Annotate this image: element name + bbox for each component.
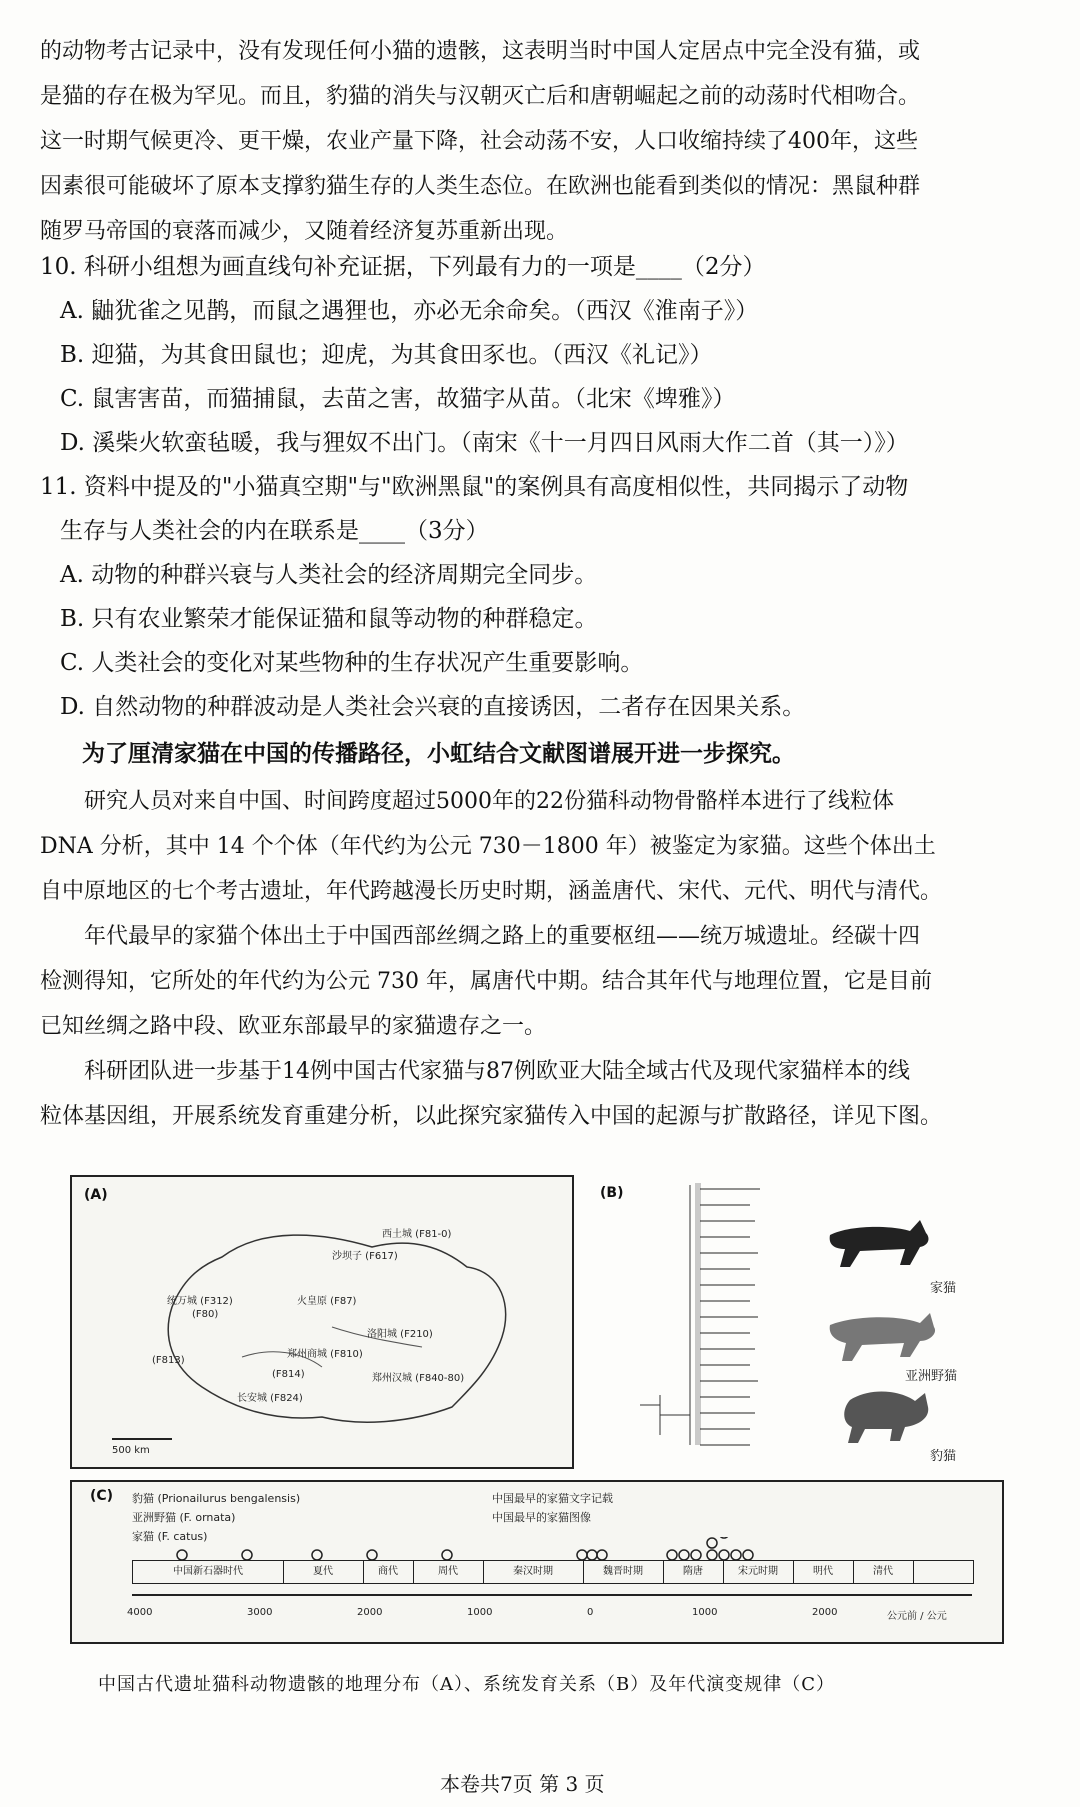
axis-end-label: 公元前 / 公元 [887,1611,947,1622]
figure [70,1175,1020,1645]
research-paragraph-2 [40,915,1040,1050]
panel-b-tree [600,1165,1020,1465]
tree-label-asian-wildcat: 亚洲野猫 [905,1369,958,1384]
research-paragraph-3 [40,1050,1040,1140]
era-cell: 夏代 [283,1561,364,1583]
map-site-label: (F813) [152,1355,185,1366]
era-cell: 商代 [363,1561,414,1583]
question-11-option-b: B. 只有农业繁荣才能保证猫和鼠等动物的种群稳定。 [60,606,598,632]
map-site-label: 西土城 (F81-0) [382,1229,452,1240]
map-site-label: 沙坝子 (F617) [332,1251,398,1262]
paragraph-line: 已知丝绸之路中段、欧亚东部最早的家猫遗存之一。 [40,1014,547,1039]
intro-line: 是猫的存在极为罕见。而且，豹猫的消失与汉朝灭亡后和唐朝崛起之前的动荡时代相吻合。 [40,84,921,109]
map-site-label: 火皇原 (F87) [297,1296,357,1307]
question-11-stem-cont: 生存与人类社会的内在联系是____（3分） [60,518,489,544]
era-cell: 中国新石器时代 [133,1561,284,1583]
map-site-label: 郑州汉城 (F840-80) [372,1373,465,1384]
axis-tick: 3000 [247,1607,273,1618]
question-11-option-d: D. 自然动物的种群波动是人类社会兴衰的直接诱因，二者存在因果关系。 [60,694,806,720]
intro-line: 随罗马帝国的衰落而减少，又随着经济复苏重新出现。 [40,219,569,244]
axis-tick: 2000 [812,1607,838,1618]
intro-paragraph [40,30,1040,255]
paragraph-line: DNA 分析，其中 14 个个体（年代约为公元 730－1800 年）被鉴定为家猫。这些个体出土 [40,834,936,859]
era-cell: 宋元时期 [723,1561,794,1583]
question-10-option-c: C. 鼠害害苗，而猫捕鼠，去苗之害，故猫字从苗。（北宋《埤雅》） [60,386,736,412]
axis-tick: 1000 [467,1607,493,1618]
leopard-cat-silhouette [844,1391,928,1443]
era-cell: 隋唐 [663,1561,724,1583]
figure-caption: 中国古代遗址猫科动物遗骸的地理分布（A）、系统发育关系（B）及年代演变规律（C） [98,1674,835,1695]
era-cell: 明代 [793,1561,854,1583]
paragraph-line: 研究人员对来自中国、时间跨度超过5000年的22份猫科动物骨骼样本进行了线粒体 [84,789,894,814]
era-cell: 魏晋时期 [583,1561,664,1583]
paragraph-line: 检测得知，它所处的年代约为公元 730 年，属唐代中期。结合其年代与地理位置，它是目前 [40,969,932,994]
legend-asian-wildcat: 亚洲野猫 (F. ornata) [132,1511,236,1524]
axis-tick: 4000 [127,1607,153,1618]
era-cell: 清代 [853,1561,914,1583]
map-site-label: (F814) [272,1369,305,1380]
tree-label-leopard-cat: 豹猫 [930,1449,957,1464]
domestic-cat-silhouette [830,1220,929,1267]
question-11-option-a: A. 动物的种群兴衰与人类社会的经济周期完全同步。 [60,562,598,588]
page-footer: 本卷共7页 第 3 页 [440,1772,605,1796]
map-site-label: (F80) [192,1309,219,1320]
question-10-option-a: A. 鼬犹雀之见鹊，而鼠之遇狸也，亦必无余命矣。（西汉《淮南子》） [60,298,759,324]
map-site-label: 郑州商城 (F810) [287,1349,363,1360]
china-map-outline [72,1177,572,1467]
axis-tick: 1000 [692,1607,718,1618]
legend-earliest-image: 中国最早的家猫图像 [492,1511,591,1524]
question-10-stem: 10. 科研小组想为画直线句补充证据，下列最有力的一项是____（2分） [40,254,766,280]
panel-a-map [70,1175,574,1469]
axis-tick: 0 [587,1607,594,1618]
question-11-option-c: C. 人类社会的变化对某些物种的生存状况产生重要影响。 [60,650,644,676]
panel-a-label: (A) [84,1187,108,1203]
legend-domestic-cat: 家猫 (F. catus) [132,1530,208,1543]
intro-line: 的动物考古记录中，没有发现任何小猫的遗骸，这表明当时中国人定居点中完全没有猫，或 [40,39,921,64]
tree-label-domestic-cat: 家猫 [930,1281,957,1296]
section-heading: 为了厘清家猫在中国的传播路径，小虹结合文献图谱展开进一步探究。 [82,741,795,767]
map-scale: 500 km [112,1445,150,1456]
paragraph-line: 科研团队进一步基于14例中国古代家猫与87例欧亚大陆全域古代及现代家猫样本的线 [84,1059,910,1084]
intro-line: 因素很可能破坏了原本支撑豹猫生存的人类生态位。在欧洲也能看到类似的情况：黑鼠种群 [40,174,921,199]
era-cell: 秦汉时期 [483,1561,584,1583]
question-10-option-d: D. 溪柴火软蛮毡暖，我与狸奴不出门。（南宋《十一月四日风雨大作二首（其一）》） [60,430,909,456]
map-site-label: 统万城 (F312) [167,1296,233,1307]
legend-leopard-cat: 豹猫 (Prionailurus bengalensis) [132,1492,301,1505]
panel-b-label: (B) [600,1185,624,1201]
phylogenetic-tree [600,1165,1020,1465]
question-11-stem: 11. 资料中提及的"小猫真空期"与"欧洲黑鼠"的案例具有高度相似性，共同揭示了动物 [40,474,909,500]
question-10-option-b: B. 迎猫，为其食田鼠也；迎虎，为其食田豕也。（西汉《礼记》） [60,342,713,368]
panel-c-label: (C) [90,1488,114,1504]
paragraph-line: 自中原地区的七个考古遗址，年代跨越漫长历史时期，涵盖唐代、宋代、元代、明代与清代。 [40,879,943,904]
intro-line: 这一时期气候更冷、更干燥，农业产量下降，社会动荡不安，人口收缩持续了400年，这些 [40,129,918,154]
wildcat-silhouette [830,1313,935,1361]
panel-c-timeline [70,1480,1004,1644]
era-bar [132,1560,974,1584]
map-site-label: 洛阳城 (F210) [367,1329,433,1340]
paragraph-line: 年代最早的家猫个体出土于中国西部丝绸之路上的重要枢纽——统万城遗址。经碳十四 [84,924,921,949]
paragraph-line: 粒体基因组，开展系统发育重建分析，以此探究家猫传入中国的起源与扩散路径，详见下图。 [40,1104,943,1129]
era-cell: 周代 [413,1561,484,1583]
research-paragraph-1 [40,780,1040,915]
legend-earliest-text-record: 中国最早的家猫文字记载 [492,1492,613,1505]
map-site-label: 长安城 (F824) [237,1393,303,1404]
time-axis [132,1594,972,1596]
axis-tick: 2000 [357,1607,383,1618]
